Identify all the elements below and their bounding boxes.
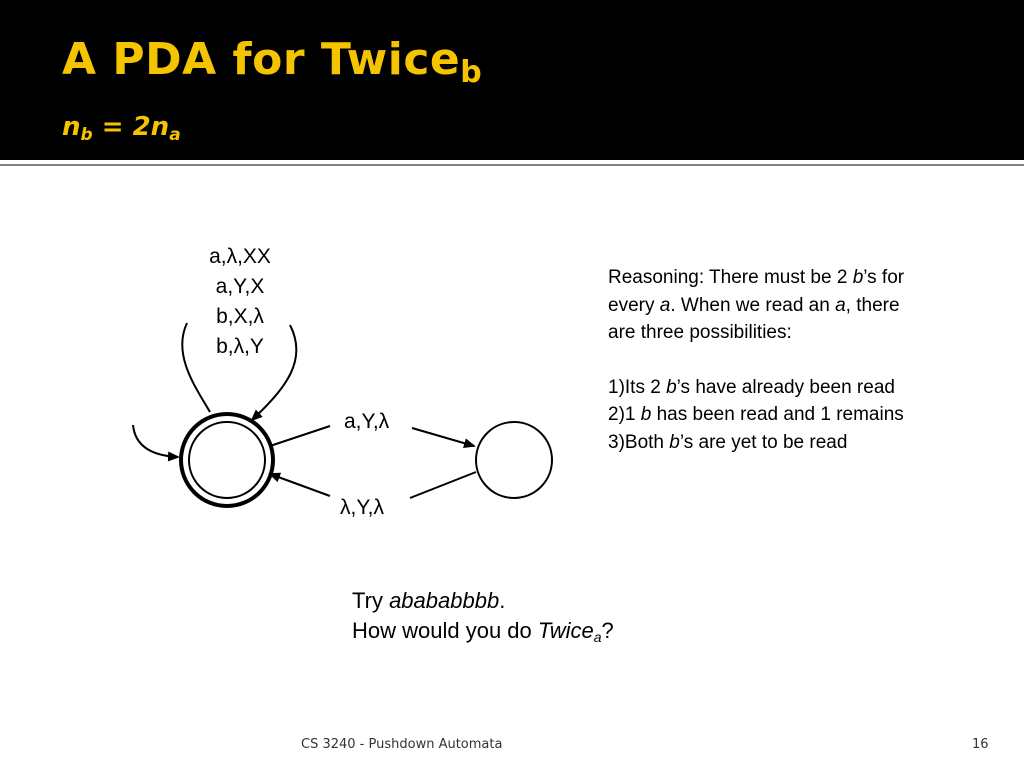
item2-b: b (640, 404, 652, 425)
try-post: . (499, 588, 506, 613)
start-arrow (133, 425, 178, 457)
possibility-3 (608, 429, 928, 457)
item3-pre: 3)Both (608, 431, 670, 453)
loop-transition-labels (180, 242, 300, 362)
item2-pre: 2)1 (608, 404, 641, 425)
intro-part-2: ’s for every (608, 267, 905, 316)
title-text: A PDA for Twice (62, 34, 461, 85)
subtitle-sub2: a (169, 125, 181, 145)
footer-course: CS 3240 - Pushdown Automata (301, 737, 503, 752)
item3-b: b (669, 431, 680, 453)
question-pre: How would you do (352, 618, 538, 643)
loop-transition-4: b,λ,Y (216, 335, 264, 358)
loop-transition-1: a,λ,XX (209, 245, 271, 268)
item2-post: has been read and 1 remains (651, 404, 904, 425)
forward-edge-start (270, 426, 330, 446)
intro-a2: a (835, 294, 846, 316)
try-pre: Try (352, 588, 390, 613)
try-line-2 (352, 616, 614, 652)
subtitle-mid: = 2 (92, 112, 151, 142)
reasoning-text (608, 264, 928, 456)
back-edge-arrow (270, 474, 330, 496)
possibility-1 (608, 374, 928, 402)
question-subscript: a (593, 629, 602, 645)
try-line-1 (352, 586, 614, 616)
state-q0-inner (189, 422, 265, 498)
try-exercise (352, 586, 614, 652)
page-number: 16 (972, 737, 989, 752)
forward-edge-arrow (412, 428, 474, 446)
intro-part-1: Reasoning: There must be 2 (608, 267, 853, 288)
intro-a: a (659, 294, 671, 316)
reasoning-intro (608, 264, 928, 347)
subtitle-n1: n (62, 112, 81, 142)
try-word: abababbbb (389, 588, 500, 613)
question-post: ? (601, 618, 614, 643)
possibility-2 (608, 401, 928, 429)
subtitle-sub1: b (80, 125, 93, 145)
loop-transition-3: b,X,λ (216, 305, 264, 328)
item3-post: ’s are yet to be read (679, 431, 848, 453)
subtitle-n2: n (150, 112, 170, 142)
forward-transition-label: a,Y,λ (344, 410, 390, 433)
intro-part-3: . When we read an (670, 294, 836, 316)
back-edge-start (410, 472, 476, 498)
item1-b: b (666, 376, 677, 398)
title-subscript: b (460, 55, 483, 90)
back-transition-label: λ,Y,λ (340, 496, 384, 519)
item1-post: ’s have already been read (676, 376, 895, 398)
intro-part-4: , there are three possibilities: (608, 294, 900, 343)
state-q0-outer (181, 414, 273, 506)
item1-pre: 1)Its 2 (608, 376, 667, 398)
state-q1 (476, 422, 552, 498)
question-word: Twice (537, 618, 594, 643)
loop-transition-2: a,Y,X (215, 275, 265, 298)
intro-b: b (852, 267, 864, 288)
